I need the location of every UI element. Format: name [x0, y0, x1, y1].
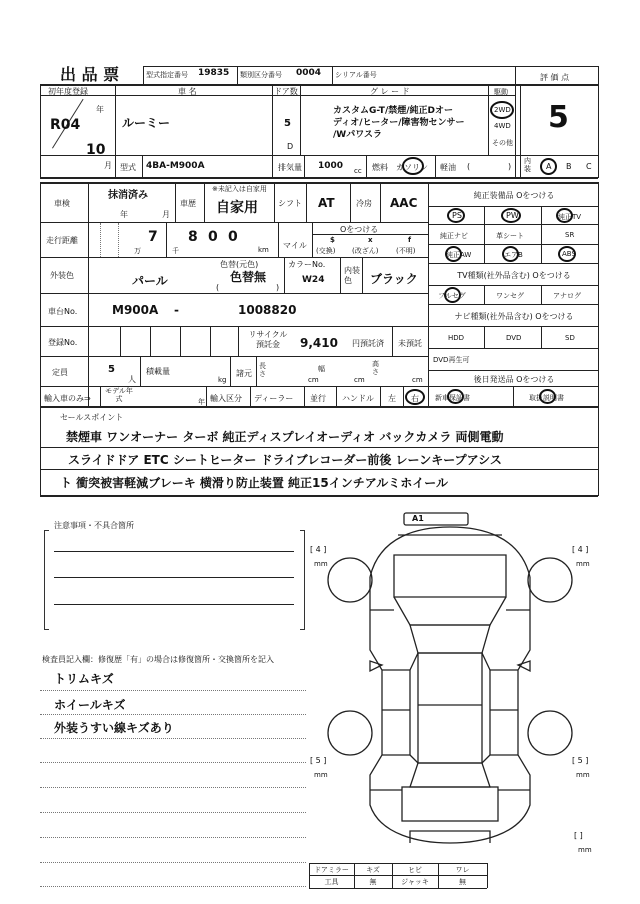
meter-unknown-label: (不明): [396, 247, 416, 255]
inspector-note-3: 外装うすい線キズあり: [54, 721, 174, 735]
model-cert-no: 19835: [198, 68, 230, 78]
equip-sr: SR: [565, 231, 575, 239]
fuel-gasoline-circle: [402, 157, 424, 175]
handle-left: 左: [388, 394, 396, 403]
inspector-note-2: ホイールキズ: [54, 698, 126, 712]
history-note: ※未記入は自家用: [212, 185, 267, 193]
mileage-label: 走行距離: [46, 236, 78, 245]
tire-fr-bracket: [ 4 ]: [572, 545, 589, 554]
class-label: 類別区分番号: [240, 71, 282, 79]
color-paren-close: ): [276, 283, 280, 292]
equip-navi: 純正ナビ: [440, 232, 468, 240]
inspection: 抹消済み: [108, 190, 148, 201]
recycle-unit: 円預託済: [352, 339, 384, 348]
fuel-gasoline: ガソリン: [396, 163, 428, 172]
reg-no-label: 登録No.: [48, 338, 78, 347]
dim-length-unit: cm: [308, 376, 319, 384]
model-cert-label: 型式指定番号: [146, 71, 188, 79]
equip-airbag-circle: [502, 246, 519, 262]
mileage-unit-km: km: [258, 246, 269, 254]
chassis-label: 車台No.: [48, 307, 78, 316]
month-unit: 月: [104, 161, 112, 170]
grade-line-3: /Wパワスラ: [333, 130, 382, 140]
dim-height-unit: cm: [412, 376, 423, 384]
class-no: 0004: [296, 68, 322, 78]
chassis-no: 1008820: [238, 303, 297, 317]
bt-header-crack: ヒビ: [408, 866, 422, 874]
int-color-label: 内装色: [344, 266, 360, 285]
equip-ps-circle: [447, 208, 465, 223]
load-unit: kg: [218, 376, 227, 384]
color-label: 外装色: [50, 271, 74, 280]
later-title: 後日発送品 Oをつける: [473, 375, 555, 384]
history: 自家用: [216, 200, 258, 216]
damage-mark: A1: [412, 514, 424, 523]
reg-month: 10: [86, 142, 106, 158]
sales-line-1: 禁煙車 ワンオーナー ターボ 純正ディスプレイオーディオ バックカメラ 両側電動: [66, 430, 504, 444]
nav-title: ナビ種類(社外品含む) Oをつける: [454, 312, 574, 321]
drive-other: その他: [492, 139, 513, 147]
grade-line-1: カスタムG-T/禁煙/純正Dオー: [333, 106, 453, 116]
later-warranty: 新車保証書: [435, 394, 470, 402]
car-diagram: [310, 505, 590, 860]
color: パール: [132, 274, 168, 288]
import-class-label: 輸入区分: [210, 394, 242, 403]
nav-dvd: DVD: [506, 334, 522, 342]
score: 5: [548, 100, 569, 135]
inspection-year: 年: [120, 210, 128, 219]
dim-width: 幅: [318, 365, 325, 373]
model-year-label: モデル年式: [105, 387, 133, 403]
notes-label: 注意事項・不具合箇所: [54, 521, 134, 530]
equip-leather: 革シート: [496, 232, 524, 240]
capacity-label: 定員: [52, 368, 68, 377]
capacity: 5: [108, 364, 115, 375]
grade-line-2: ディオ/ヒーター/障害物センサー: [333, 118, 465, 128]
dvd-label: DVD再生可: [433, 356, 470, 364]
fuel-paren-open: (: [467, 162, 471, 171]
car-name-label: 車 名: [178, 87, 197, 96]
displacement: 1000: [318, 161, 344, 171]
meter-tamper-label: (改ざん): [352, 247, 379, 255]
form-title: 出 品 票: [60, 65, 120, 84]
inspector-note-1: トリムキズ: [54, 672, 114, 686]
year-unit: 年: [96, 105, 104, 114]
dim-length: 長さ: [259, 362, 266, 378]
equip-airbag: エアB: [504, 251, 523, 259]
tire-fl-unit: mm: [314, 560, 328, 568]
shift-label: シフト: [278, 199, 302, 208]
ac: AAC: [390, 196, 418, 210]
color-change-label: 色替(元色): [220, 260, 259, 269]
capacity-unit: 人: [128, 375, 136, 384]
mileage-digit-2: 8: [188, 229, 198, 245]
meter-exchange-label: (交換): [316, 247, 336, 255]
reg-year: R04: [50, 117, 81, 133]
drive-label: 駆動: [494, 88, 508, 96]
mileage-unit-man: 万: [134, 247, 141, 255]
tv-fullseg: フルセグ: [438, 292, 466, 300]
int-color: ブラック: [370, 272, 418, 286]
equip-tv: 純正TV: [558, 213, 582, 221]
tire-spare-unit: mm: [578, 846, 592, 854]
later-manual: 取扱説明書: [529, 394, 564, 402]
mileage-digit-1: 7: [148, 229, 158, 245]
equip-aw-circle: [445, 246, 462, 262]
equip-title: 純正装備品 Oをつける: [473, 191, 555, 200]
bt-jack-label: ジャッキ: [401, 878, 429, 886]
chassis-dash: -: [174, 303, 179, 317]
tire-fl-bracket: [ 4 ]: [310, 545, 327, 554]
meter-unknown-mark: f: [408, 236, 412, 244]
tire-rr-bracket: [ 5 ]: [572, 756, 589, 765]
sales-line-2: スライドドア ETC シートヒーター ドライブレコーダー前後 レーンキープアシス: [68, 453, 502, 467]
tire-fr-unit: mm: [576, 560, 590, 568]
sales-label: セールスポイント: [60, 413, 124, 422]
ac-label: 冷房: [356, 199, 372, 208]
tv-oneseg: ワンセグ: [496, 292, 524, 300]
interior-label: 内装: [524, 157, 531, 173]
shift: AT: [318, 196, 335, 210]
interior-b: B: [566, 162, 572, 171]
mileage-digit-4: 0: [228, 229, 238, 245]
tire-spare-bracket: [ ]: [574, 831, 583, 840]
import-dealer: ディーラー: [254, 394, 294, 403]
handle-label: ハンドル: [342, 394, 374, 403]
meter-tamper-mark: x: [368, 236, 373, 244]
nav-hdd: HDD: [448, 334, 465, 342]
bt-header-break: ワレ: [455, 866, 470, 874]
score-label: 評 価 点: [540, 73, 570, 82]
tire-rl-bracket: [ 5 ]: [310, 756, 327, 765]
mile-label: マイル: [283, 241, 307, 250]
tire-rr-unit: mm: [576, 771, 590, 779]
doors-label: ドア数: [274, 87, 298, 96]
inspection-label: 車検: [54, 199, 70, 208]
bt-header-scratch: キズ: [366, 866, 380, 874]
dims-label: 諸元: [236, 369, 252, 378]
model-year-suffix: 年: [198, 398, 205, 406]
grade-label: グ レ ー ド: [370, 87, 410, 96]
interior-a-circle: [540, 158, 557, 175]
recycle-amount: 9,410: [300, 336, 338, 350]
mileage-unit-sen: 千: [172, 247, 179, 255]
recycle-label: リサイクル預託金: [248, 330, 288, 349]
bt-tools-label: 工具: [324, 878, 339, 886]
serial-label: シリアル番号: [335, 71, 377, 79]
displacement-unit: cc: [354, 167, 362, 175]
model: 4BA-M900A: [146, 161, 205, 171]
import-label: 輸入車のみ⇒: [44, 394, 91, 403]
tv-title: TV種類(社外品含む) Oをつける: [457, 271, 571, 280]
equip-ps: PS: [452, 211, 462, 220]
first-reg-label: 初年度登録: [48, 87, 88, 96]
inspection-month: 月: [162, 210, 170, 219]
bt-jack-value: 無: [459, 878, 466, 886]
dim-height: 高さ: [372, 360, 379, 376]
bt-tools-value: 無: [369, 878, 377, 886]
tire-rl-unit: mm: [314, 771, 328, 779]
meter-exchange-mark: $: [330, 236, 335, 244]
color-paren-open: (: [216, 283, 220, 292]
drive-4wd: 4WD: [494, 122, 511, 130]
later-warranty-circle: [447, 389, 464, 404]
color-no-label: カラーNo.: [288, 260, 326, 269]
color-change: 色替無: [230, 270, 267, 284]
doors-unit: D: [287, 142, 294, 151]
recycle-unpaid: 未預託: [398, 339, 422, 348]
equip-pw-circle: [501, 208, 521, 223]
tv-analog: アナログ: [553, 292, 581, 300]
fuel-paren-close: ): [508, 162, 512, 171]
tv-fullseg-circle: [444, 287, 461, 303]
import-parallel: 並行: [310, 394, 326, 403]
handle-right-circle: [405, 389, 425, 405]
drive-2wd-circle: [490, 101, 514, 119]
equip-abs-circle: [558, 246, 576, 262]
sales-line-3: ト 衝突被害軽減ブレーキ 横滑り防止装置 純正15インチアルミホイール: [60, 476, 449, 490]
chassis-prefix: M900A: [112, 303, 159, 317]
doors: 5: [284, 118, 291, 129]
history-label: 車歴: [180, 199, 196, 208]
handle-right: 右: [411, 394, 419, 403]
equip-pw: PW: [506, 211, 519, 220]
meter-circle-note: Oをつける: [340, 225, 379, 234]
car-name: ルーミー: [122, 116, 171, 130]
bt-header-mirror: ドアミラー: [314, 866, 349, 874]
dim-width-unit: cm: [354, 376, 365, 384]
nav-sd: SD: [565, 334, 575, 342]
mileage-digit-3: 0: [208, 229, 218, 245]
equip-tv-circle: [556, 208, 573, 223]
equip-aw: 純正AW: [446, 251, 472, 259]
equip-abs: ABS: [562, 250, 576, 258]
color-no: W24: [302, 275, 325, 285]
interior-c: C: [586, 162, 592, 171]
fuel-diesel: 軽油: [440, 163, 456, 172]
drive-2wd: 2WD: [494, 106, 511, 114]
model-label: 型式: [120, 163, 136, 172]
later-manual-circle: [539, 389, 556, 404]
inspector-label: 検査員記入欄：修復歴「有」の場合は修復箇所・交換箇所を記入: [42, 655, 274, 664]
interior-a: A: [546, 162, 552, 171]
fuel-label: 燃料: [372, 163, 388, 172]
load-label: 積載量: [146, 367, 170, 376]
displacement-label: 排気量: [278, 163, 302, 172]
